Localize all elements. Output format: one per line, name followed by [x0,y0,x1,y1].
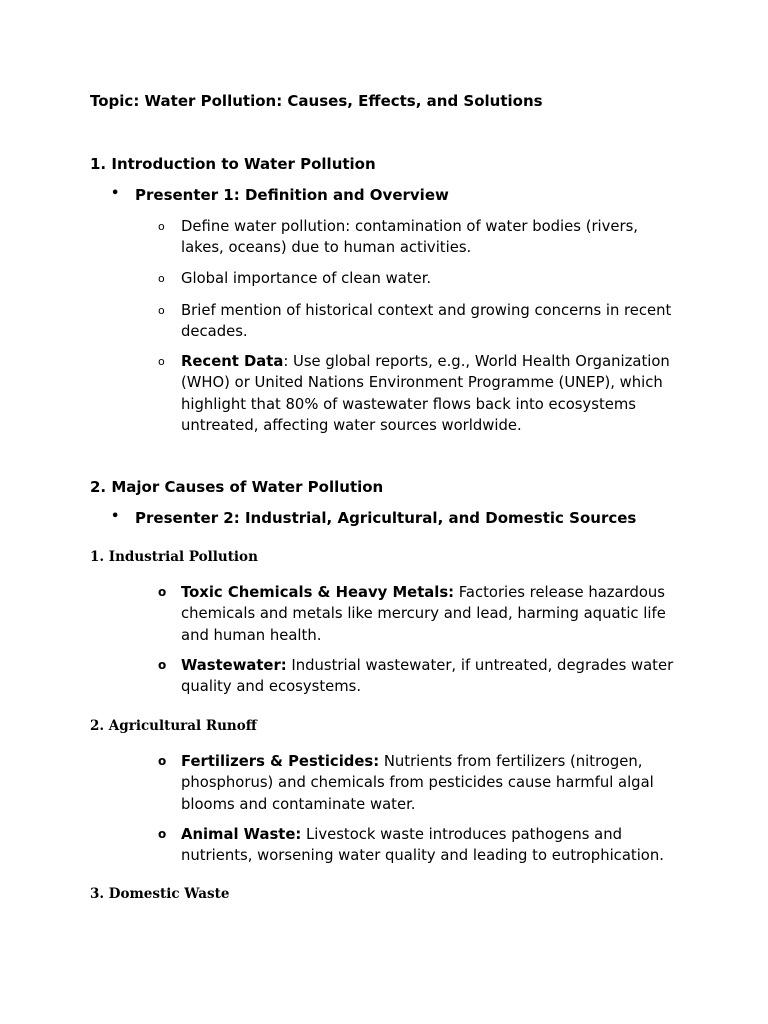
list-item-bold: Toxic Chemicals & Heavy Metals: [181,584,455,601]
list-item-text [181,351,678,436]
circle-marker: o [158,355,165,368]
bullet-marker: • [111,509,120,524]
list-item [158,655,678,698]
list-item-rest: Livestock waste introduces pathogens and nutrients, worsening water quality and leading to eutrophication. [181,826,664,865]
bullet-marker: • [111,186,120,201]
circle-marker: o [158,272,165,285]
list-item [158,582,678,646]
list-item [158,751,678,815]
list-item [158,216,678,259]
section-heading: 2. Major Causes of Water Pollution [90,478,384,496]
topic-title: Topic: Water Pollution: Causes, Effects, and Solutions [90,92,543,110]
list-item-text: Global importance of clean water. [181,270,432,287]
list-item-bold: Wastewater: [181,657,287,674]
list-item-bold: Animal Waste: [181,826,302,843]
list-item [158,268,678,289]
subsection-title: 3. Domestic Waste [90,886,230,902]
list-item-text [181,751,678,815]
circle-marker: o [158,304,165,317]
list-item-rest: Nutrients from fertilizers (nitrogen, phosphorus) and chemicals from pesticides cause harmful algal blooms and contaminate water. [181,753,654,813]
list-item-rest: : Use global reports, e.g., World Health Organization (WHO) or United Nations Environment Programme (UNEP), which highlight that 80% of wastewater flows back into ecosystems untreated, affecting water sources worldwide. [181,353,670,434]
section-heading: 1. Introduction to Water Pollution [90,155,376,173]
list-item [158,351,678,436]
list-item-rest: Industrial wastewater, if untreated, degrades water quality and ecosystems. [181,657,674,696]
circle-marker: o [158,220,165,233]
circle-marker: o [158,585,167,599]
list-item [158,824,678,867]
list-item-bold: Recent Data [181,353,284,370]
list-item [158,300,678,343]
list-item-text [181,824,678,867]
list-item-text: Define water pollution: contamination of water bodies (rivers, lakes, oceans) due to human activities. [181,218,639,257]
circle-marker: o [158,827,167,841]
subsection-title: 1. Industrial Pollution [90,549,258,565]
presenter-label: Presenter 2: Industrial, Agricultural, and Domestic Sources [135,509,637,527]
presenter-label: Presenter 1: Definition and Overview [135,186,449,204]
list-item-rest: Factories release hazardous chemicals and metals like mercury and lead, harming aquatic life and human health. [181,584,666,644]
list-item-bold: Fertilizers & Pesticides: [181,753,380,770]
subsection-title: 2. Agricultural Runoff [90,718,257,734]
list-item-text: Brief mention of historical context and growing concerns in recent decades. [181,302,672,341]
list-item-text [181,582,678,646]
circle-marker: o [158,658,167,672]
list-item-text [181,655,678,698]
circle-marker: o [158,754,167,768]
